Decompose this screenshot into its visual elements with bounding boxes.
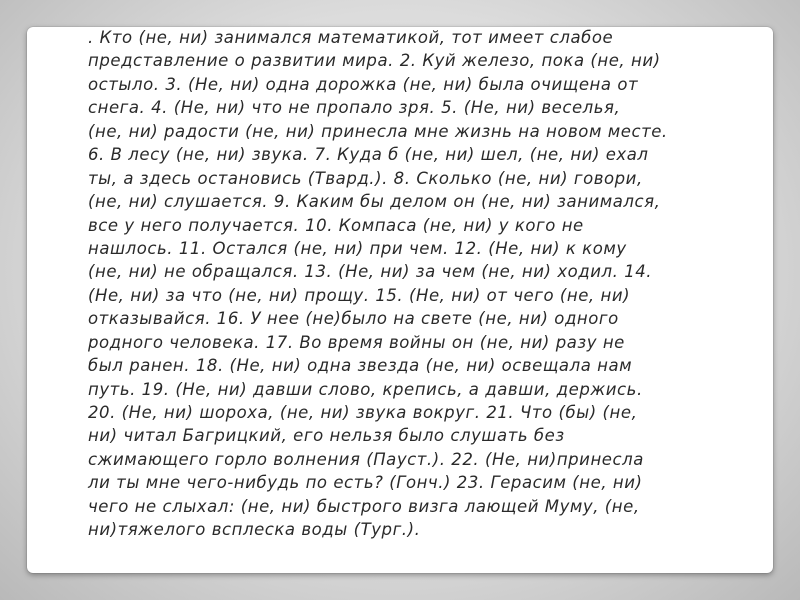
text-line: (не, ни) не обращался. 13. (Не, ни) за чем (не, ни) ходил. 14. bbox=[88, 262, 653, 282]
text-line: ни) читал Багрицкий, его нельзя было слушать без bbox=[88, 426, 565, 446]
text-line: отказывайся. 16. У нее (не)было на свете (не, ни) одного bbox=[88, 309, 619, 329]
text-line: нашлось. 11. Остался (не, ни) при чем. 12. (Не, ни) к кому bbox=[88, 238, 627, 258]
text-line: ни)тяжелого всплеска воды (Тург.). bbox=[88, 520, 421, 540]
text-line: остыло. 3. (Не, ни) одна дорожка (не, ни) была очищена от bbox=[88, 74, 639, 94]
text-line: 6. В лесу (не, ни) звука. 7. Куда б (не, ни) шел, (не, ни) ехал bbox=[88, 145, 649, 165]
text-line: родного человека. 17. Во время войны он (не, ни) разу не bbox=[88, 332, 625, 352]
text-line: (не, ни) слушается. 9. Каким бы делом он (не, ни) занимался, bbox=[88, 192, 661, 212]
text-line: представление о развитии мира. 2. Куй железо, пока (не, ни) bbox=[88, 51, 661, 71]
text-line: 20. (Не, ни) шороха, (не, ни) звука вокруг. 21. Что (бы) (не, bbox=[88, 403, 638, 422]
text-line: снега. 4. (Не, ни) что не пропало зря. 5. (Не, ни) веселья, bbox=[88, 98, 621, 118]
text-line: (не, ни) радости (не, ни) принесла мне жизнь на новом месте. bbox=[88, 121, 668, 141]
exercise-text bbox=[88, 26, 758, 542]
text-line: (Не, ни) за что (не, ни) прощу. 15. (Не, ни) от чего (не, ни) bbox=[88, 285, 631, 305]
text-line: чего не слыхал: (не, ни) быстрого визга лающей Муму, (не, bbox=[88, 496, 640, 516]
text-line: . Кто (не, ни) занимался математикой, тот имеет слабое bbox=[88, 28, 614, 47]
text-line: все у него получается. 10. Компаса (не, ни) у кого не bbox=[88, 215, 584, 235]
text-line: сжимающего горло волнения (Пауст.). 22. (Не, ни)принесла bbox=[88, 449, 644, 469]
text-line: путь. 19. (Не, ни) давши слово, крепись, а давши, держись. bbox=[88, 379, 643, 399]
text-line: ли ты мне чего-нибудь по есть? (Гонч.) 23. Герасим (не, ни) bbox=[88, 473, 643, 493]
text-line: был ранен. 18. (Не, ни) одна звезда (не, ни) освещала нам bbox=[88, 356, 633, 376]
text-line: ты, а здесь остановись (Твард.). 8. Сколько (не, ни) говори, bbox=[88, 168, 643, 188]
